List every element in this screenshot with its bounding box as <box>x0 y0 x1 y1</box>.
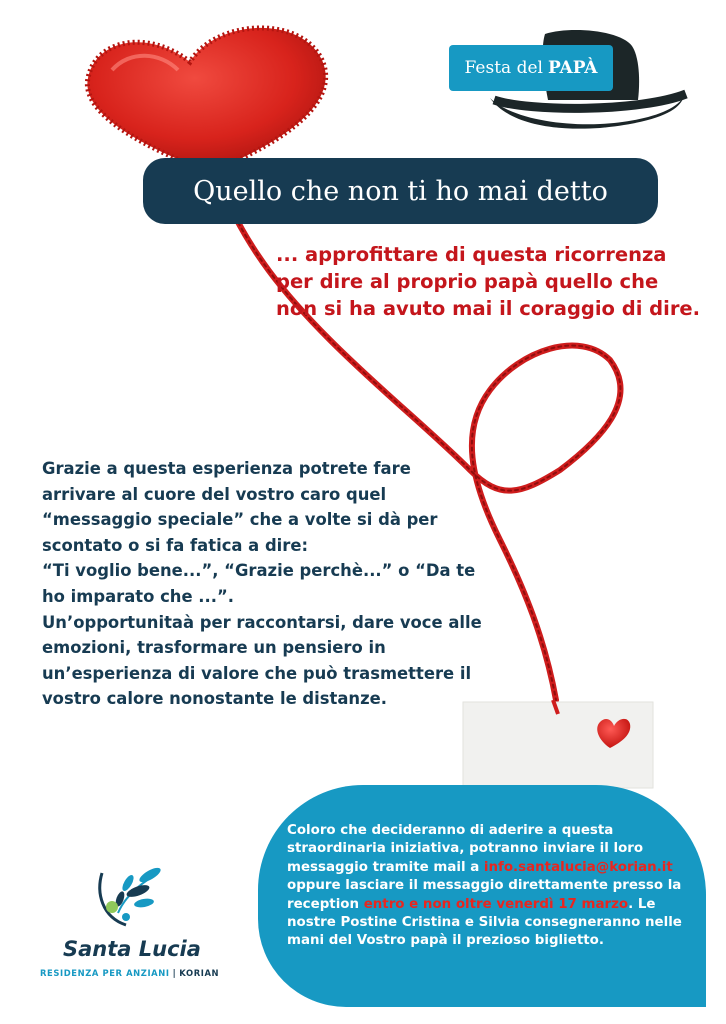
info-part-1: Coloro che decideranno di aderire a questa straordinaria iniziativa, potranno inviare il loro messaggio tramite mail a <box>287 823 644 875</box>
card-icon <box>463 700 653 788</box>
hat-label-bold: PAPÀ <box>547 58 598 78</box>
info-deadline: entro e non oltre venerdì 17 marzo <box>363 896 629 912</box>
title-banner <box>143 158 658 224</box>
info-part-2: oppure lasciare il messaggio direttamente presso la reception <box>287 878 682 912</box>
hat-label-prefix: Festa del <box>464 58 543 78</box>
page-title: Quello che non ti ho mai detto <box>193 175 608 207</box>
logo-tagline <box>40 968 219 978</box>
body-paragraph-2: “Ti voglio bene...”, “Grazie perchè...” o “Da te ho imparato che ...”. <box>42 561 476 606</box>
info-text <box>287 822 707 951</box>
logo-name: Santa Lucia <box>63 937 201 961</box>
body-text <box>42 456 482 712</box>
body-paragraph-1: Grazie a questa esperienza potrete fare arrivare al cuore del vostro caro quel “messaggio speciale” che a volte si dà per scontato o si fa fatica a dire: <box>42 459 438 555</box>
logo-brand: KORIAN <box>179 968 220 978</box>
hat-label <box>449 45 613 91</box>
body-paragraph-3: Un’opportunitaà per raccontarsi, dare voce alle emozioni, trasformare un pensiero in un’esperienza di valore che può trasmettere il vostro calore nonostante le distanze. <box>42 612 482 709</box>
logo-tagline-text: RESIDENZA PER ANZIANI <box>40 968 170 978</box>
info-part-3: . Le nostre Postine Cristina e Silvia consegneranno nelle mani del Vostro papà il prezioso biglietto. <box>287 896 682 949</box>
logo-separator: | <box>172 968 177 978</box>
heart-icon <box>87 28 325 172</box>
olive-branch-icon <box>92 863 170 931</box>
lead-paragraph: ... approfittare di questa ricorrenza per dire al proprio papà quello che non si ha avuto mai il coraggio di dire. <box>276 243 701 320</box>
info-email-link[interactable]: info.santalucia@korian.it <box>483 859 673 875</box>
